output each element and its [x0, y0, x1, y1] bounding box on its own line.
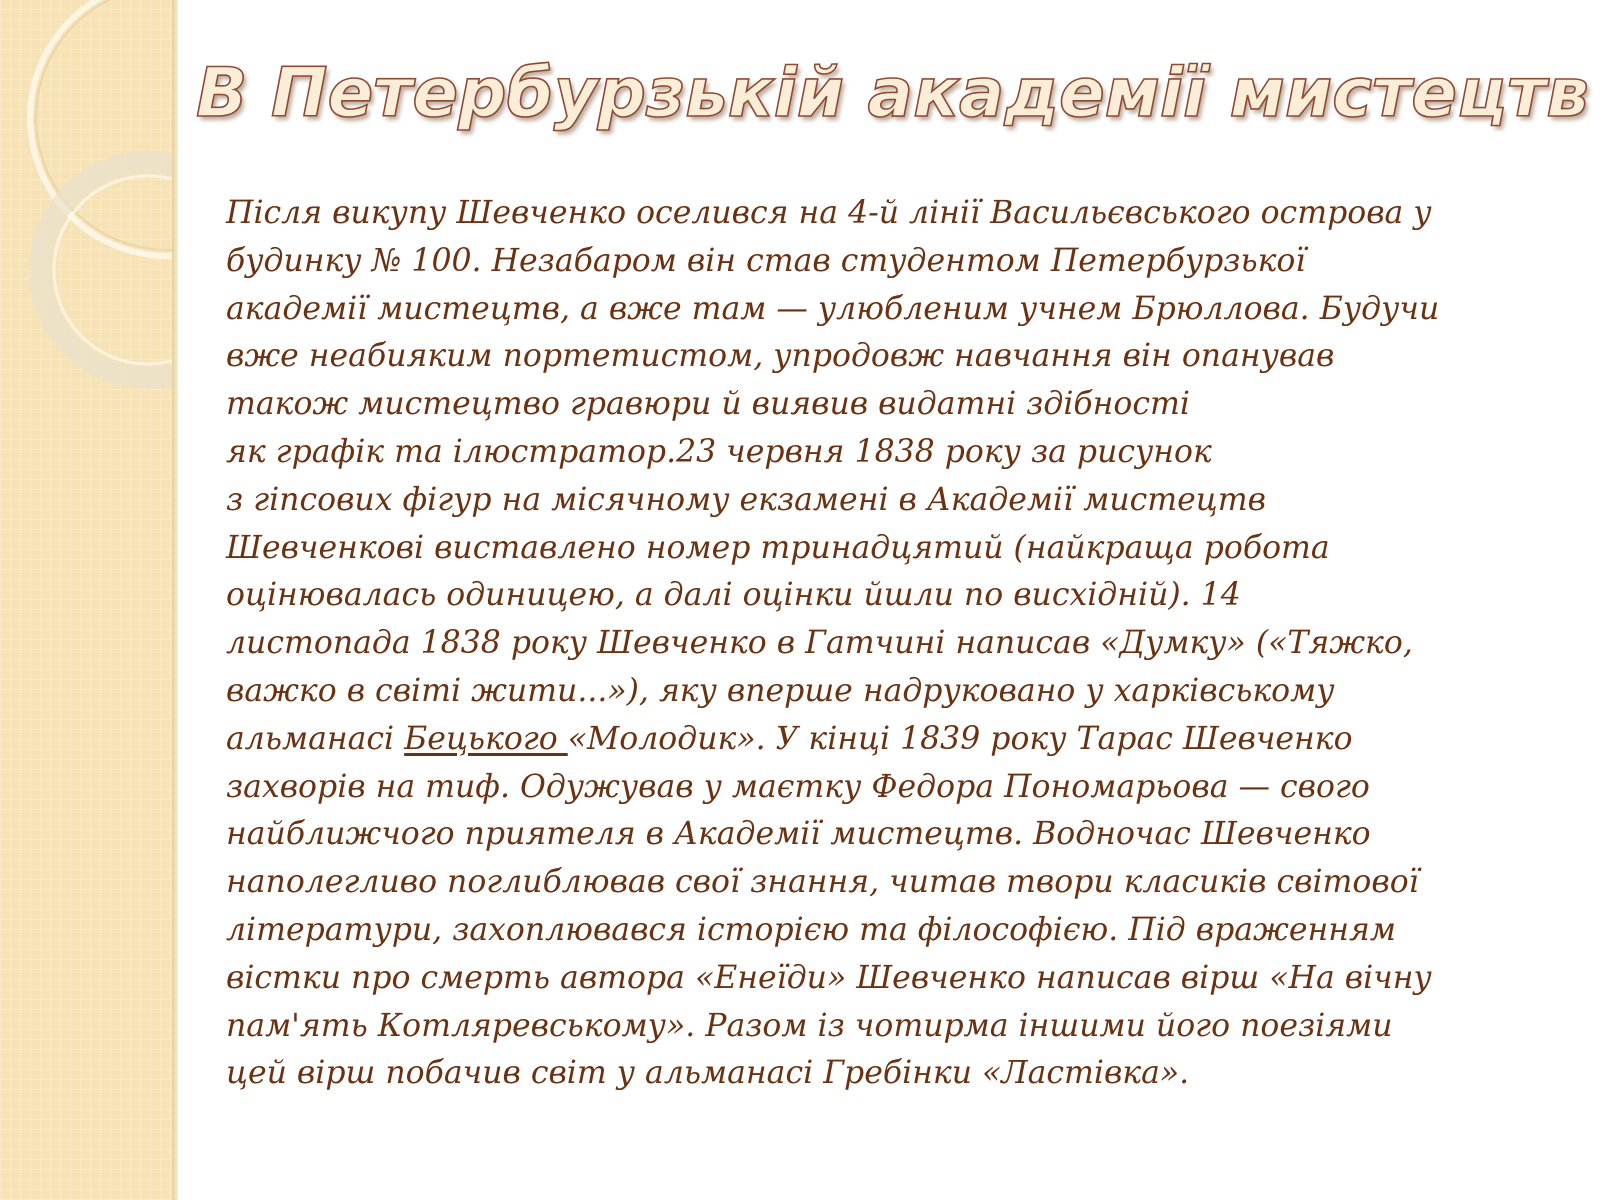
- text-line: вістки про смерть автора «Енеїди» Шевченко написав вірш «На вічну: [226, 959, 1432, 996]
- betsky-link[interactable]: Бецького: [404, 720, 568, 757]
- link-line-after: «Молодик». У кінці 1839 року Тарас Шевченко: [567, 720, 1353, 757]
- link-line-before: альманасі: [226, 720, 405, 757]
- text-line: літератури, захоплювався історією та філософією. Під враженням: [226, 911, 1396, 948]
- text-line: з гіпсових фігур на місячному екзамені в Академії мистецтв: [226, 481, 1266, 518]
- text-line: оцінювалась одиницею, а далі оцінки йшли по висхідній). 14: [226, 577, 1241, 614]
- text-line-with-link: [226, 716, 1576, 764]
- slide-title: В Петербурзькій академії мистецтв: [196, 53, 1589, 132]
- text-line: вже неабияким портетистом, упродовж навчання він опанував: [226, 338, 1335, 375]
- decorative-rings: [0, 0, 178, 420]
- text-line: як графік та ілюстратор.23 червня 1838 року за рисунок: [226, 433, 1212, 470]
- body-text: [226, 190, 1576, 1098]
- text-line: захворів на тиф. Одужував у маєтку Федора Пономарьова — свого: [226, 768, 1370, 805]
- text-line: цей вірш побачив світ у альманасі Гребінки «Ластівка».: [226, 1055, 1190, 1092]
- text-line: важко в світі жити...»), яку вперше надруковано у харківському: [226, 672, 1335, 709]
- text-line: Після викупу Шевченко оселився на 4-й лінії Васильєвського острова у: [226, 195, 1432, 231]
- side-panel-edge: [172, 0, 178, 1200]
- text-line: академії мистецтв, а вже там — улюбленим учнем Брюллова. Будучи: [226, 290, 1440, 327]
- text-line: найближчого приятеля в Академії мистецтв. Водночас Шевченко: [226, 816, 1371, 853]
- text-line: листопада 1838 року Шевченко в Гатчині написав «Думку» («Тяжко,: [226, 625, 1413, 662]
- text-line: будинку № 100. Незабаром він став студентом Петербурзької: [226, 242, 1306, 279]
- text-line: Шевченкові виставлено номер тринадцятий (найкраща робота: [226, 529, 1330, 566]
- medium-ring: [40, 162, 178, 378]
- text-line: також мистецтво гравюри й виявив видатні здібності: [226, 386, 1190, 423]
- text-line: пам'ять Котляревському». Разом із чотирма іншими його поезіями: [226, 1007, 1393, 1044]
- text-line: наполегливо поглиблював свої знання, читав твори класиків світової: [226, 864, 1419, 901]
- decorative-side-panel: [0, 0, 178, 1200]
